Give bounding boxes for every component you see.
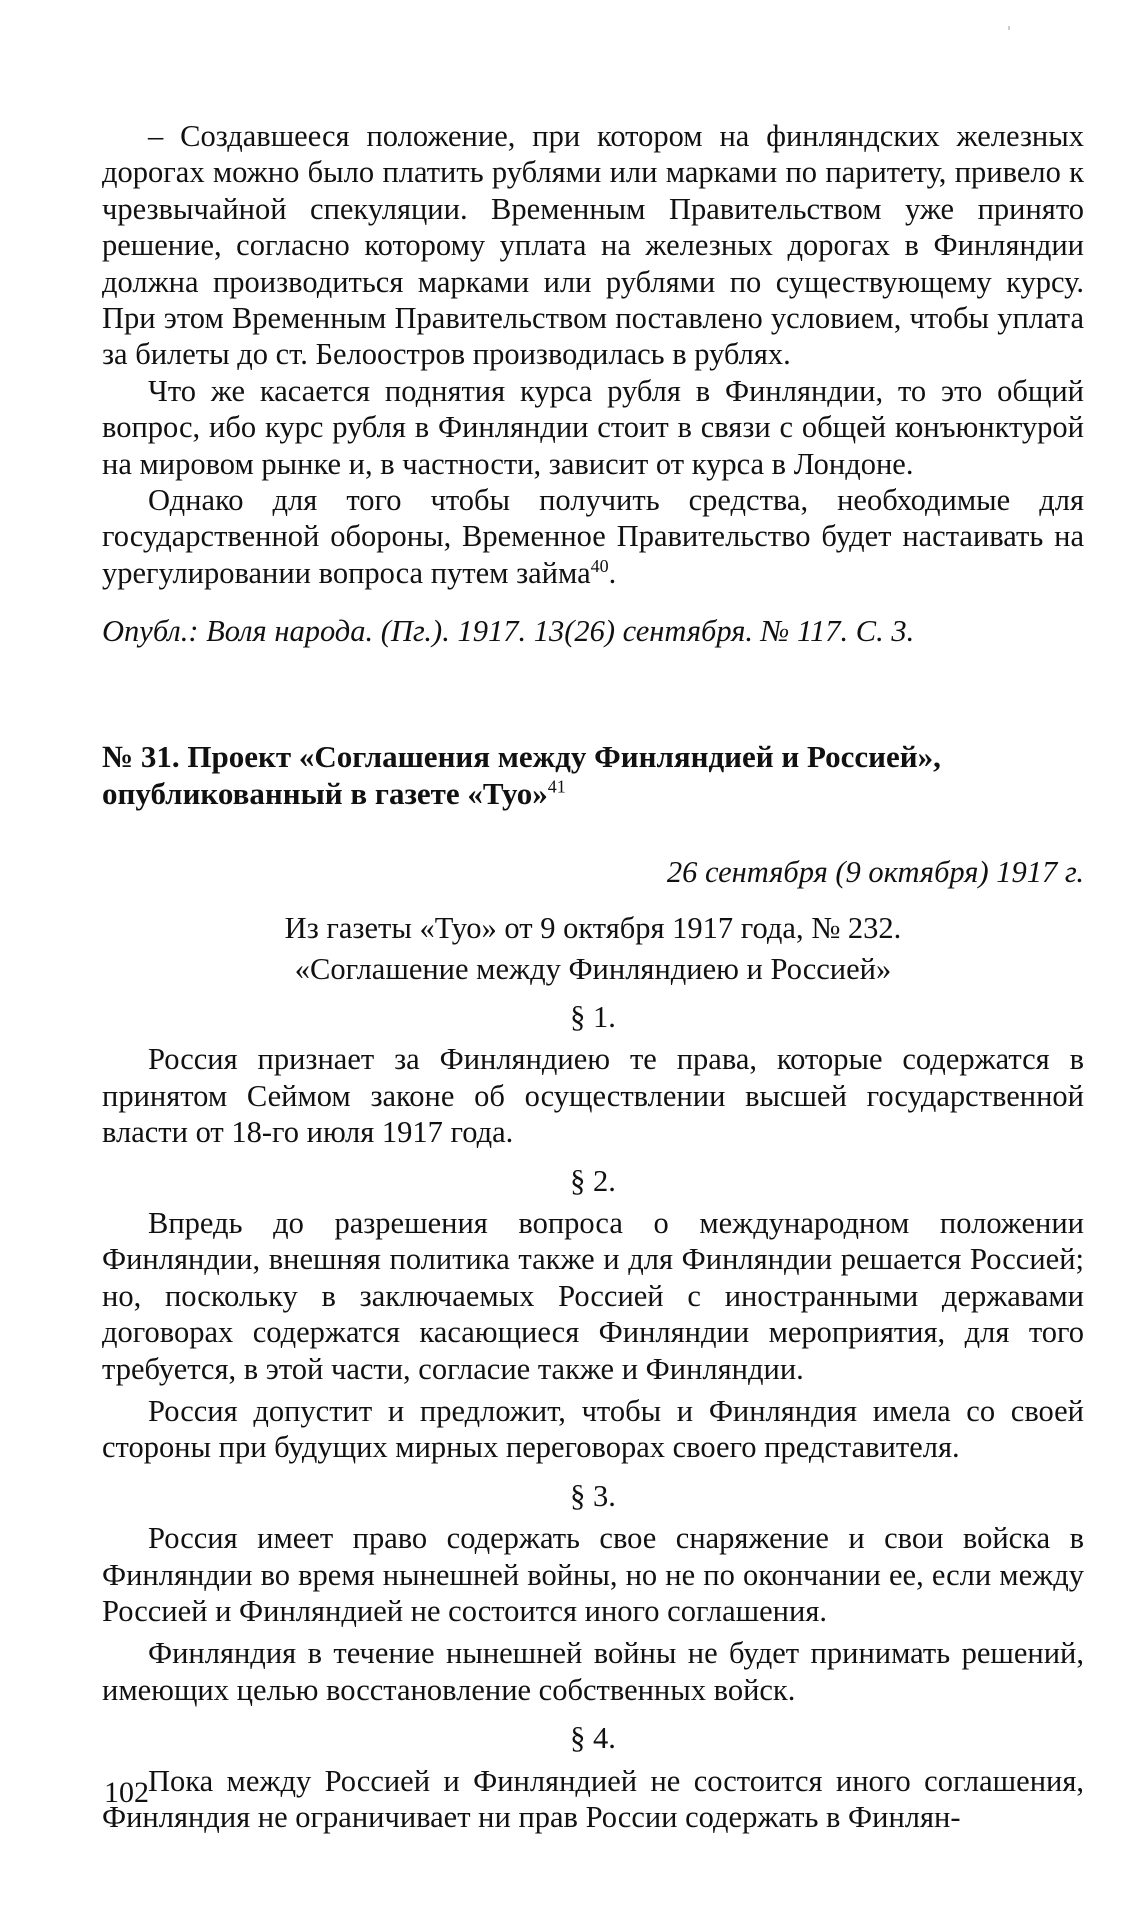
section-paragraph: Россия имеет право содержать свое снаряжение и свои войска в Финляндии во время нынешней войны, но не по окончании ее, если между Россией и Финляндией не состоится иного соглашения. bbox=[102, 1521, 1084, 1628]
scan-artifact bbox=[1008, 26, 1010, 30]
section-2 bbox=[102, 1163, 1084, 1466]
paragraph-loan-text: Однако для того чтобы получить средства, необходимые для государственной обороны, Временное Правительство будет настаивать на урегулировании вопроса путем займа bbox=[102, 483, 1084, 590]
section-label: § 1. bbox=[570, 999, 616, 1034]
document-heading bbox=[102, 738, 1084, 812]
publication-source: Опубл.: Воля народа. (Пг.). 1917. 13(26) сентября. № 117. С. 3. bbox=[102, 614, 915, 649]
footnote-ref-40: 40 bbox=[590, 555, 609, 576]
paragraph-exchange-rate: Что же касается поднятия курса рубля в Финляндии, то это общий вопрос, ибо курс рубля в Финляндии стоит в связи с общей конъюнктурой на мировом рынке и, в частности, зависит от курса в Лондоне. bbox=[102, 373, 1084, 481]
section-label: § 4. bbox=[570, 1721, 616, 1756]
section-label: § 3. bbox=[570, 1478, 616, 1513]
page-number: 102 bbox=[104, 1776, 149, 1809]
agreement-title: «Соглашение между Финляндиею и Россией» bbox=[294, 951, 892, 986]
paragraph-speculation: – Создавшееся положение, при котором на финляндских железных дорогах можно было платить рублями или марками по паритету, привело к чрезвычайной спекуляции. Временным Правительством уже принято решение, согласно которому уплата на железных дорогах в Финляндии должна производиться марками или рублями по существующему курсу. При этом Временным Правительством поставлено условием, чтобы уплата за билеты до ст. Белоостров производилась в рублях. bbox=[102, 119, 1084, 372]
document-heading-text: № 31. Проект «Соглашения между Финляндией и Россией», опубликованный в газете «Туо» bbox=[102, 738, 941, 811]
page-body bbox=[102, 118, 1084, 1835]
document-date: 26 сентября (9 октября) 1917 г. bbox=[666, 854, 1084, 889]
newspaper-reference: Из газеты «Туо» от 9 октября 1917 года, № 232. bbox=[284, 911, 902, 946]
section-paragraph: Россия признает за Финляндиею те права, которые содержатся в принятом Сеймом законе об осуществлении высшей государственной власти от 18-го июля 1917 года. bbox=[102, 1042, 1084, 1150]
paragraph-loan bbox=[102, 482, 1084, 591]
section-paragraph: Пока между Россией и Финляндией не состоится иного соглашения, Финляндия не ограничивает ни прав России содержать в Финлян- bbox=[102, 1763, 1084, 1835]
footnote-ref-41: 41 bbox=[547, 776, 566, 797]
paragraph-loan-tail: . bbox=[608, 555, 617, 590]
section-3 bbox=[102, 1478, 1084, 1708]
section-4 bbox=[102, 1720, 1084, 1835]
section-1 bbox=[102, 999, 1084, 1151]
section-paragraph: Впредь до разрешения вопроса о международном положении Финляндии, внешняя политика также и для Финляндии решается Россией; но, поскольку в заключаемых Россией с иностранными державами договорах содержатся касающиеся Финляндии мероприятия, для того требуется, в этой части, согласие также и Финляндии. bbox=[102, 1205, 1084, 1386]
section-paragraph: Финляндия в течение нынешней войны не будет принимать решений, имеющих целью восстановление собственных войск. bbox=[102, 1636, 1084, 1707]
section-paragraph: Россия допустит и предложит, чтобы и Финляндия имела со своей стороны при будущих мирных переговорах своего представителя. bbox=[102, 1393, 1084, 1465]
section-label: § 2. bbox=[570, 1163, 616, 1198]
